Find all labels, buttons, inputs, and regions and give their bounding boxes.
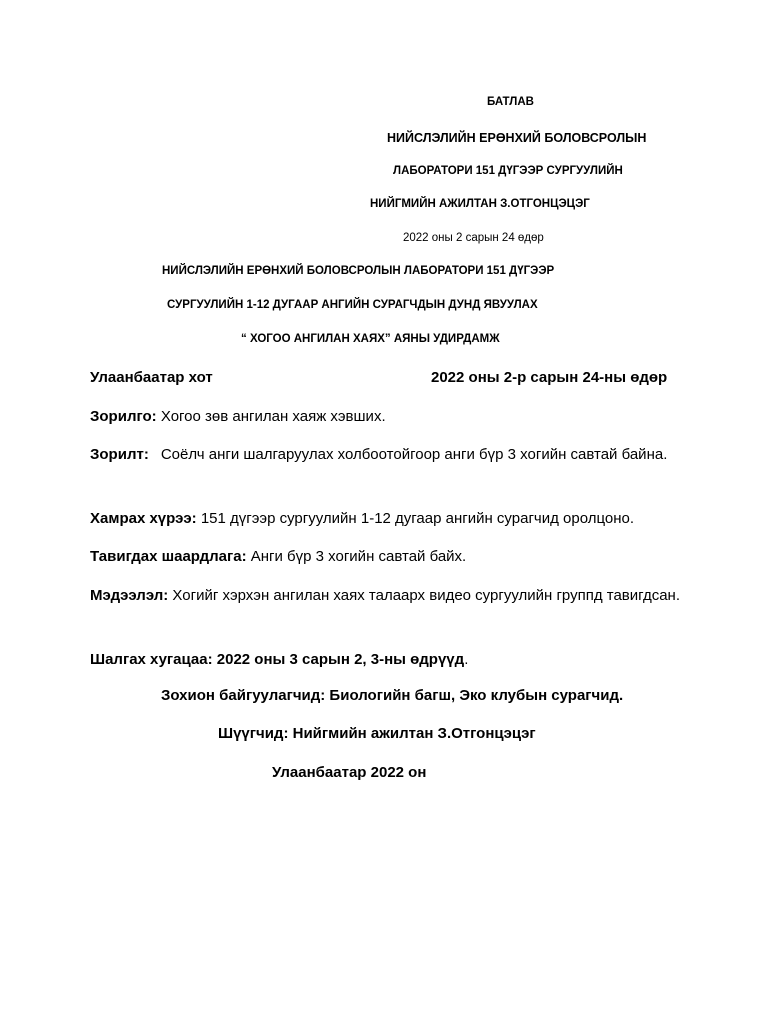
heading-line-3: “ ХОГОО АНГИЛАН ХАЯХ” АЯНЫ УДИРДАМЖ <box>241 333 500 345</box>
info-label: Мэдээлэл: <box>90 587 169 604</box>
approval-line-2: ЛАБОРАТОРИ 151 ДҮГЭЭР СУРГУУЛИЙН <box>393 165 623 177</box>
footer-place-year: Улаанбаатар 2022 он <box>272 764 427 781</box>
scope-paragraph <box>90 506 680 531</box>
objective-label: Зорилт: <box>90 446 149 463</box>
heading-line-2: СУРГУУЛИЙН 1-12 ДУГААР АНГИЙН СУРАГЧДЫН ДУНД ЯВУУЛАХ <box>167 299 538 311</box>
approval-line-1: НИЙСЛЭЛИЙН ЕРӨНХИЙ БОЛОВСРОЛЫН <box>387 131 647 145</box>
deadline-paragraph <box>90 647 680 672</box>
scope-text: 151 дүгээр сургуулийн 1-12 дугаар ангийн сурагчид оролцоно. <box>196 510 635 527</box>
deadline-label: Шалгах хугацаа: 2022 оны 3 сарын 2, 3-ны өдрүүд <box>90 651 465 668</box>
approval-line-3: НИЙГМИЙН АЖИЛТАН З.ОТГОНЦЭЦЭГ <box>370 198 590 210</box>
scope-label: Хамрах хүрээ: <box>90 510 197 527</box>
approval-title: БАТЛАВ <box>487 96 534 108</box>
deadline-suffix: . <box>464 651 469 668</box>
goal-label: Зорилго: <box>90 408 157 425</box>
requirement-paragraph <box>90 544 680 569</box>
heading-line-1: НИЙСЛЭЛИЙН ЕРӨНХИЙ БОЛОВСРОЛЫН ЛАБОРАТОРИ 151 ДҮГЭЭР <box>162 265 555 277</box>
requirement-label: Тавигдах шаардлага: <box>90 548 247 565</box>
place-date: 2022 оны 2-р сарын 24-ны өдөр <box>431 369 668 386</box>
organizers: Зохион байгуулагчид: Биологийн багш, Эко клубын сурагчид. <box>161 687 624 704</box>
judges: Шүүгчид: Нийгмийн ажилтан З.Отгонцэцэг <box>218 725 536 742</box>
goal-paragraph <box>90 404 680 429</box>
place: Улаанбаатар хот <box>90 369 213 386</box>
requirement-text: Анги бүр 3 хогийн савтай байх. <box>246 548 467 565</box>
approval-date: 2022 оны 2 сарын 24 өдөр <box>403 232 544 244</box>
info-paragraph <box>90 583 680 608</box>
goal-text: Хогоо зөв ангилан хаяж хэвших. <box>156 408 386 425</box>
objective-paragraph <box>90 442 680 467</box>
objective-text: Соёлч анги шалгаруулах холбоотойгоор анги бүр 3 хогийн савтай байна. <box>160 446 668 463</box>
info-text: Хогийг хэрхэн ангилан хаях талаарх видео сургуулийн группд тавигдсан. <box>168 587 680 604</box>
